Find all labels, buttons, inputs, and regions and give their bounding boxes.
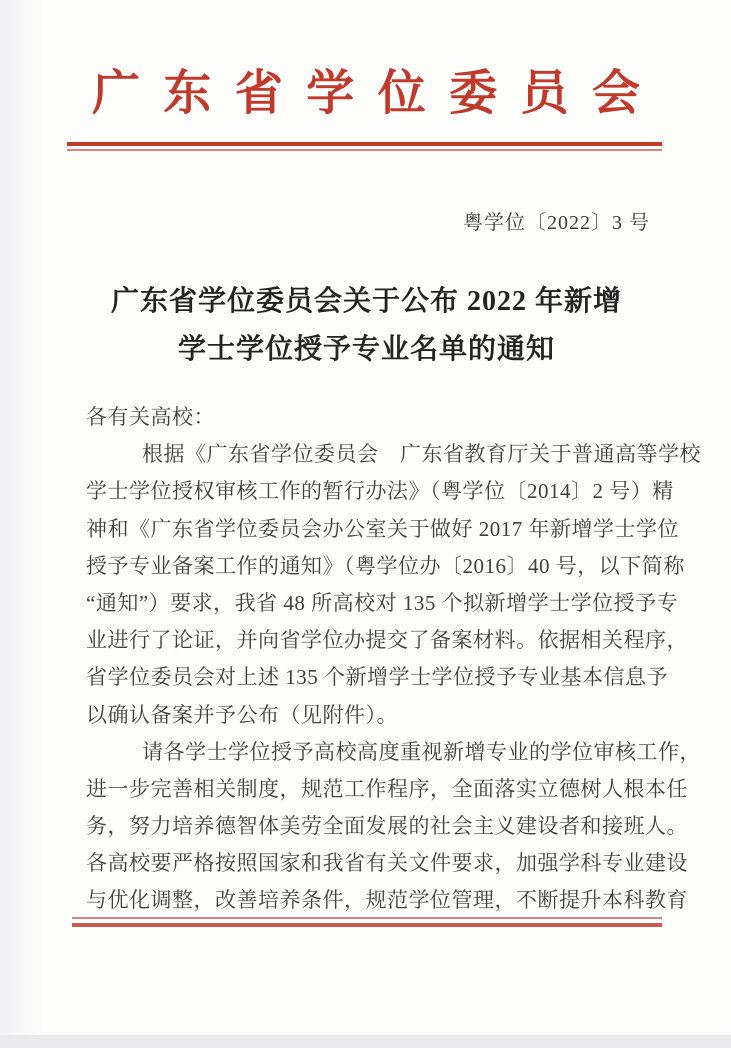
agency-char: 东 xyxy=(163,67,212,120)
body-line: 以确认备案并予公布（见附件）。 xyxy=(86,702,398,727)
body-line: 与优化调整，改善培养条件，规范学位管理，不断提升本科教育 xyxy=(86,888,688,913)
scan-left-shadow xyxy=(0,0,44,1035)
body-line: 省学位委员会对上述 135 个新增学士学位授予专业基本信息予 xyxy=(86,665,668,690)
salutation-line: 各有关高校： xyxy=(86,405,215,429)
agency-char: 会 xyxy=(591,67,640,120)
agency-char: 位 xyxy=(377,67,426,120)
agency-char: 学 xyxy=(306,67,355,120)
document-number: 粤学位〔2022〕3 号 xyxy=(463,212,650,234)
agency-char: 广 xyxy=(92,67,141,120)
agency-char: 委 xyxy=(449,67,498,120)
agency-char: 员 xyxy=(520,67,569,120)
red-divider-top xyxy=(67,142,662,151)
body-line: “通知”）要求，我省 48 所高校对 135 个拟新增学士学位授予专 xyxy=(86,590,679,615)
body-line: 神和《广东省学位委员会办公室关于做好 2017 年新增学士学位 xyxy=(86,516,679,541)
body-line: 业进行了论证，并向省学位办提交了备案材料。依据相关程序， xyxy=(86,628,688,653)
body-line: 学士学位授权审核工作的暂行办法》（粤学位〔2014〕2 号）精 xyxy=(86,479,674,504)
body-line: 根据《广东省学位委员会 广东省教育厅关于普通高等学校 xyxy=(142,442,701,467)
red-divider-bottom xyxy=(72,917,662,927)
red-divider-bottom-thick-line xyxy=(72,923,662,927)
document-title-line1: 广东省学位委员会关于公布 2022 年新增 xyxy=(110,286,622,317)
body-line: 各高校要严格按照国家和我省有关文件要求，加强学科专业建设 xyxy=(86,851,688,876)
document-body xyxy=(86,399,701,920)
agency-name xyxy=(92,62,640,126)
document-title-line2: 学士学位授予专业名单的通知 xyxy=(177,334,555,365)
document-title xyxy=(85,278,648,374)
body-line: 进一步完善相关制度，规范工作程序，全面落实立德树人根本任 xyxy=(86,776,688,801)
body-line: 授予专业备案工作的通知》（粤学位办〔2016〕40 号，以下简称 xyxy=(86,553,685,578)
body-line: 务，努力培养德智体美劳全面发展的社会主义建设者和接班人。 xyxy=(86,814,688,839)
scan-bottom-edge xyxy=(0,1035,731,1048)
body-line: 请各学士学位授予高校高度重视新增专业的学位审核工作， xyxy=(142,739,701,764)
agency-char: 省 xyxy=(234,67,283,120)
red-divider-top-thin-line xyxy=(67,149,662,151)
